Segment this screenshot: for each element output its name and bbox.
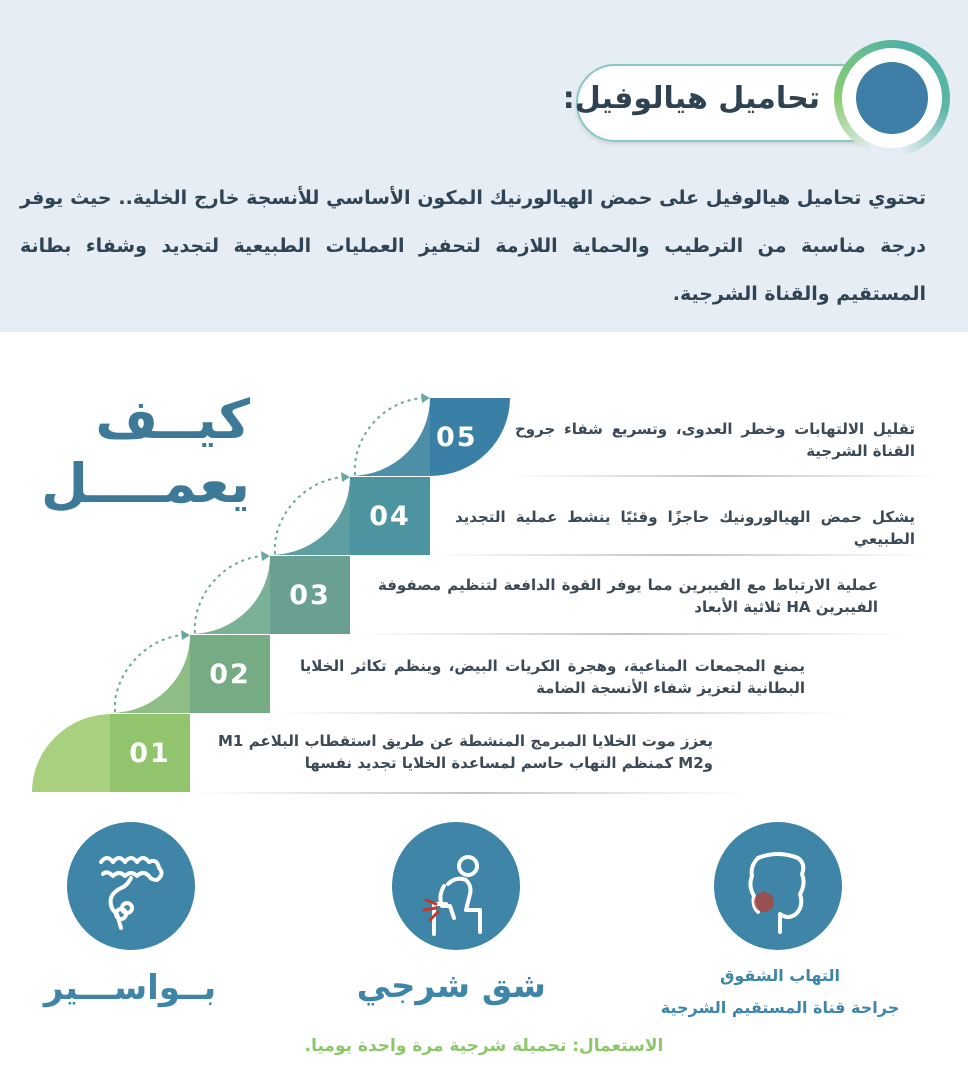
hemorrhoids-label: بــواســـير — [43, 968, 217, 1008]
colon-inflammation-icon — [714, 822, 842, 950]
step-05-text: تقليل الالتهابات وخطر العدوى، وتسريع شفاء جروح القناة الشرجية — [515, 420, 915, 460]
sitting-person-icon — [392, 822, 520, 950]
how-title-line2: يعمــــل — [41, 452, 250, 515]
usage-instructions: الاستعمال: تحميلة شرجية مرة واحدة يوميا. — [304, 1036, 664, 1056]
intro-paragraph: تحتوي تحاميل هيالوفيل على حمض الهيالورنيك المكون الأساسي للأنسجة خارج الخلية.. حيث يوفر درجة مناسبة من الترطيب والحماية اللازمة لتحفيز العمليات الطبيعية لتجديد وشفاء بطانة المستقيم والقناة الشرجية. — [20, 187, 926, 305]
how-title-line1: كيــف — [95, 388, 250, 451]
step-05-number: 05 — [436, 421, 478, 453]
rectal-surgery-label: جراحة قناة المستقيم الشرجية — [660, 998, 900, 1017]
fissure-inflammation-label: التهاب الشقوق — [720, 966, 840, 985]
step-02-number: 02 — [190, 635, 270, 713]
step-04-number: 04 — [350, 477, 430, 555]
step-01-number: 01 — [110, 714, 190, 792]
step-01-text: يعزز موت الخلايا المبرمج المنشطة عن طريق استقطاب البلاعم M1 وM2 كمنظم التهاب حاسم لمساعدة الخلايا تجديد نفسها — [218, 732, 713, 772]
step-01-wing — [32, 714, 112, 792]
step-03-text: عملية الارتباط مع الفيبرين مما يوفر القوة الدافعة لتنظيم مصفوفة الفيبرين HA ثلاثية الأبعاد — [378, 576, 878, 616]
step-04-text: يشكل حمض الهيالورونيك حاجزًا وقئيًا ينشط عملية التجديد الطبيعي — [455, 508, 915, 548]
intestine-icon — [67, 822, 195, 950]
step-02-text: يمنع المجمعات المناعية، وهجرة الكريات البيض، وينظم تكاثر الخلايا البطانية لتعزيز شفاء الأنسجة الضامة — [300, 657, 805, 697]
page-title: تحاميل هيالوفيل: — [562, 81, 820, 116]
step-03-number: 03 — [270, 556, 350, 634]
anal-fissure-label: شق شرجي — [356, 966, 546, 1006]
